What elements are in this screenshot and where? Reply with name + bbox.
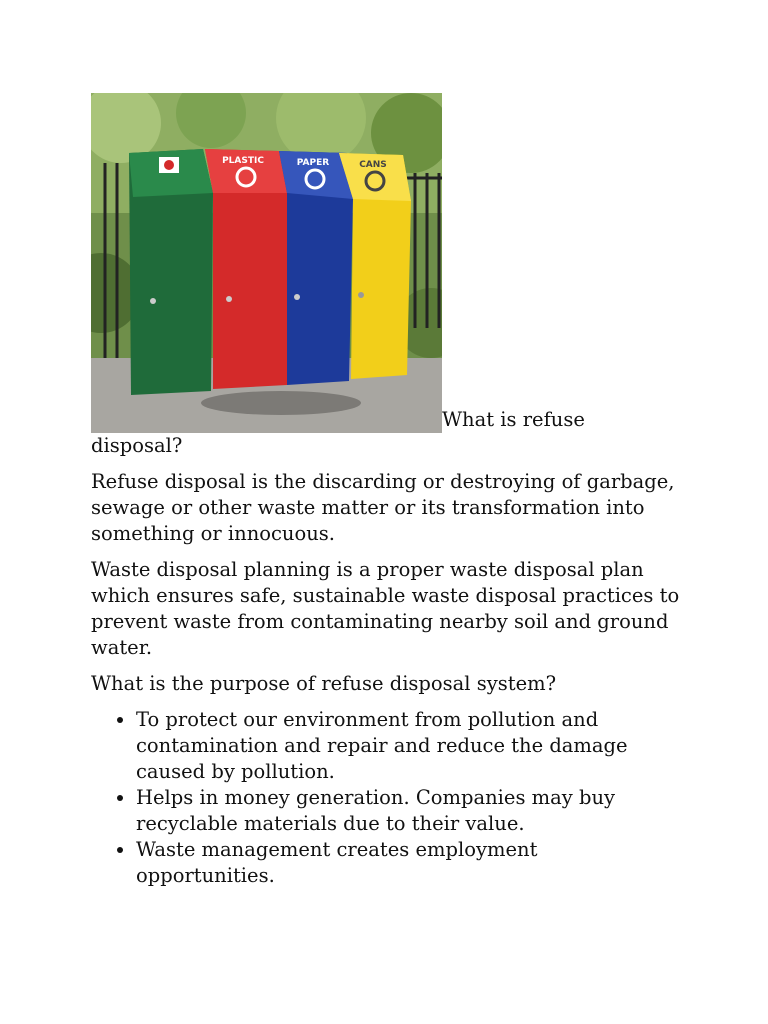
list-item: • Waste management creates employment opportunities. [136, 837, 681, 889]
purpose-list [91, 707, 681, 889]
list-item: • Helps in money generation. Companies may buy recyclable materials due to their value. [136, 785, 681, 837]
purpose-question: What is the purpose of refuse disposal system? [91, 672, 557, 695]
svg-text:PLASTIC: PLASTIC [222, 156, 264, 166]
planning-paragraph: Waste disposal planning is a proper waste disposal plan which ensures safe, sustainable waste disposal practices to prevent waste from contaminating nearby soil and ground water. [91, 558, 680, 659]
definition-paragraph: Refuse disposal is the discarding or destroying of garbage, sewage or other waste matter or its transformation into something or innocuous. [91, 470, 675, 545]
svg-text:CANS: CANS [359, 160, 387, 170]
document-page [91, 93, 681, 889]
question-heading: What is refuse disposal? [91, 408, 585, 457]
recycling-bins-image [91, 93, 442, 433]
list-item: • To protect our environment from pollution and contamination and repair and reduce the damage caused by pollution. [136, 707, 681, 785]
intro-line [91, 93, 681, 459]
svg-text:PAPER: PAPER [296, 158, 330, 168]
